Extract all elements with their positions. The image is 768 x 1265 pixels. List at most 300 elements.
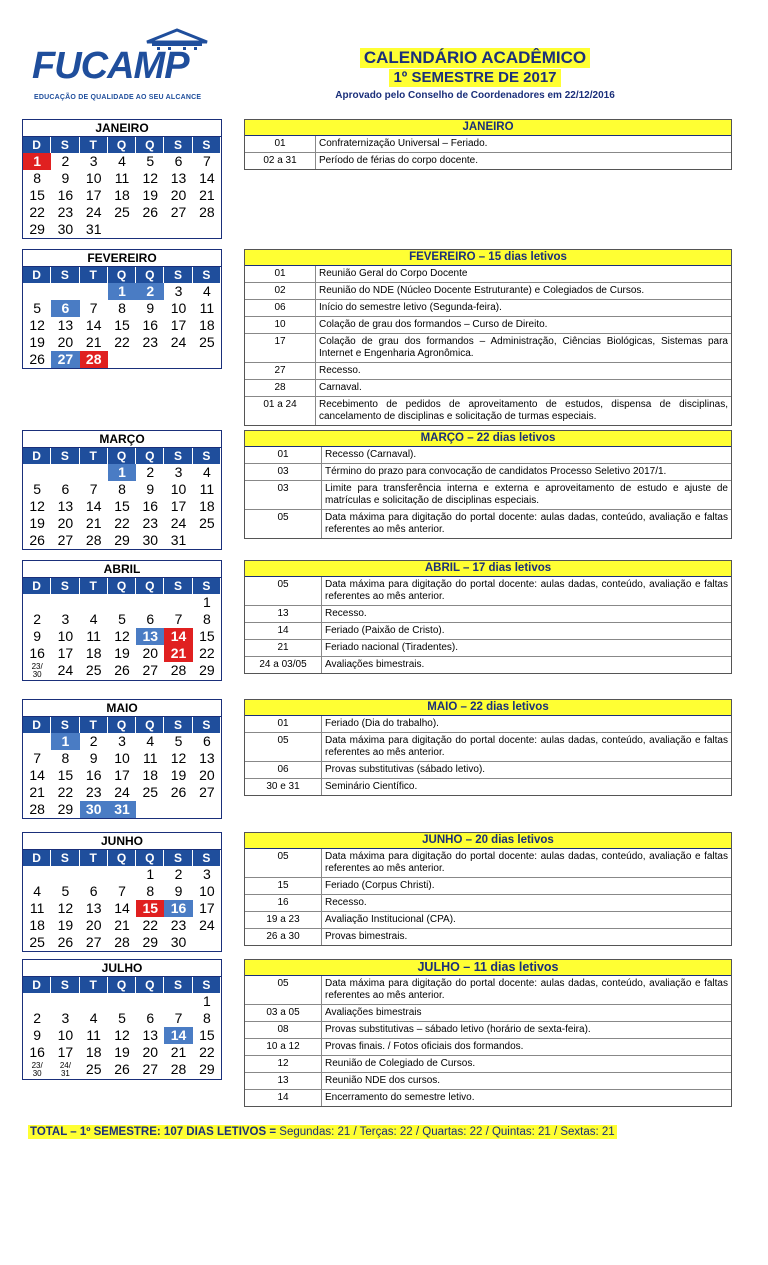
calendar-grid: [23, 267, 221, 368]
calendar-day: 28: [170, 1061, 187, 1077]
calendar-day: 12: [57, 900, 74, 916]
calendar-day: 27: [51, 351, 79, 368]
calendar-day: 14: [85, 317, 102, 333]
event-description: Data máxima para digitação do portal docente: aulas dadas, conteúdo, avaliação e faltas referentes ao mês anterior.: [325, 978, 728, 1001]
calendar-day: 9: [61, 170, 70, 186]
event-description: Feriado (Paixão de Cristo).: [325, 625, 445, 636]
calendar-day: 26: [29, 351, 45, 367]
calendar-day: 3: [61, 611, 70, 627]
event-date: 01: [245, 136, 316, 152]
calendar-grid: [23, 578, 221, 680]
calendar-day: 15: [114, 498, 130, 514]
calendar-day: 8: [202, 611, 211, 627]
event-row: [245, 640, 731, 657]
weekday-header: S: [164, 137, 192, 153]
weekday-header: S: [51, 578, 79, 594]
calendar-day: 28: [80, 351, 108, 368]
calendar-day: 5: [118, 611, 126, 627]
event-table: [244, 560, 732, 674]
event-date: 27: [245, 363, 316, 379]
calendar-empty-cell: [51, 283, 79, 300]
calendar-day: 24: [170, 515, 187, 531]
calendar-day: 29: [29, 221, 45, 237]
calendar-day: 21: [29, 784, 45, 800]
calendar-day: 29: [57, 801, 74, 817]
calendar-day: 24: [57, 662, 74, 678]
event-date: 01: [245, 266, 316, 282]
calendar-day: 4: [33, 883, 42, 899]
calendar-day: 1: [108, 464, 136, 481]
weekday-header: S: [51, 717, 79, 733]
calendar-day: 12: [170, 750, 187, 766]
page-subtitle: 1º SEMESTRE DE 2017: [389, 69, 560, 87]
calendar-day: 28: [85, 532, 102, 548]
calendar-month: [22, 119, 222, 239]
weekday-header: D: [23, 850, 51, 866]
calendar-month: [22, 832, 222, 952]
event-row: [245, 334, 731, 363]
weekday-header: Q: [136, 850, 164, 866]
calendar-day: 5: [118, 1010, 126, 1026]
event-row: [245, 762, 731, 779]
calendar-day: 9: [146, 481, 155, 497]
calendar-month-name: ABRIL: [23, 561, 221, 578]
event-date: 05: [245, 976, 322, 1004]
event-row: [245, 363, 731, 380]
event-description: Carnaval.: [319, 382, 362, 393]
calendar-day: 12: [29, 317, 45, 333]
calendar-day: 11: [29, 900, 45, 916]
weekday-header: S: [164, 267, 192, 283]
calendar-day: 13: [136, 628, 164, 645]
calendar-day: 13: [142, 1027, 159, 1043]
calendar-day: 2: [136, 283, 164, 300]
event-description: Reunião de Colegiado de Cursos.: [325, 1058, 476, 1069]
calendar-month-name: FEVEREIRO: [23, 250, 221, 267]
calendar-day: 18: [199, 317, 215, 333]
calendar-day: 25: [29, 934, 45, 950]
calendar-day: 3: [89, 153, 98, 169]
event-table-title: ABRIL – 17 dias letivos: [245, 561, 731, 577]
calendar-day: 25: [199, 515, 215, 531]
event-row: [245, 716, 731, 733]
event-table-title: FEVEREIRO – 15 dias letivos: [245, 250, 731, 266]
calendar-day: 25: [85, 1061, 102, 1077]
event-date: 10: [245, 317, 316, 333]
calendar-day: 29: [199, 1061, 215, 1077]
calendar-day: 5: [61, 883, 70, 899]
event-row: [245, 300, 731, 317]
event-row: [245, 878, 731, 895]
calendar-day: 19: [29, 515, 45, 531]
event-date: 03: [245, 464, 322, 480]
event-table: [244, 119, 732, 170]
calendar-day: 4: [146, 733, 155, 749]
calendar-day: 11: [114, 170, 130, 186]
weekday-header: T: [80, 267, 108, 283]
weekday-header: S: [164, 448, 192, 464]
calendar-empty-cell: [164, 993, 192, 1010]
calendar-day: 14: [29, 767, 45, 783]
calendar-day: 3: [174, 283, 183, 299]
event-description: Provas substitutivas (sábado letivo).: [325, 764, 486, 775]
calendar-day: 11: [199, 481, 215, 497]
event-table-title: JULHO – 11 dias letivos: [245, 960, 731, 976]
calendar-empty-cell: [51, 993, 79, 1010]
calendar-day: 27: [199, 784, 215, 800]
calendar-day: 22: [114, 515, 130, 531]
calendar-day: 24/ 31: [59, 1061, 71, 1078]
header: [300, 48, 650, 102]
calendar-day: 25: [199, 334, 215, 350]
calendar-empty-cell: [80, 993, 108, 1010]
weekday-header: S: [193, 267, 221, 283]
calendar-day: 22: [57, 784, 74, 800]
calendar-day: 18: [199, 498, 215, 514]
event-row: [245, 849, 731, 878]
event-row: [245, 657, 731, 673]
calendar-day: 28: [170, 662, 187, 678]
event-row: [245, 464, 731, 481]
calendar-day: 21: [199, 187, 215, 203]
calendar-day: 7: [89, 481, 98, 497]
event-date: 14: [245, 623, 322, 639]
calendar-day: 28: [199, 204, 215, 220]
event-description: Confraternização Universal – Feriado.: [319, 138, 488, 149]
calendar-day: 19: [57, 917, 74, 933]
calendar-day: 23: [170, 917, 187, 933]
total-detail: Segundas: 21 / Terças: 22 / Quartas: 22 / Quintas: 21 / Sextas: 21: [276, 1126, 615, 1138]
calendar-day: 3: [61, 1010, 70, 1026]
calendar-day: 20: [199, 767, 215, 783]
event-date: 13: [245, 1073, 322, 1089]
calendar-day: 5: [33, 481, 42, 497]
calendar-day: 7: [89, 300, 98, 316]
calendar-day: 6: [174, 153, 183, 169]
calendar-day: 22: [199, 645, 215, 661]
calendar-day: 2: [146, 464, 155, 480]
calendar-day: 15: [114, 317, 130, 333]
calendar-day: 2: [33, 1010, 42, 1026]
calendar-day: 2: [61, 153, 70, 169]
calendar-day: 26: [29, 532, 45, 548]
event-date: 01: [245, 447, 322, 463]
calendar-day: 16: [85, 767, 102, 783]
event-date: 03: [245, 481, 322, 509]
calendar-day: 25: [85, 662, 102, 678]
calendar-day: 10: [170, 481, 187, 497]
event-row: [245, 153, 731, 169]
event-date: 08: [245, 1022, 322, 1038]
event-row: [245, 397, 731, 425]
calendar-day: 24: [199, 917, 215, 933]
weekday-header: D: [23, 137, 51, 153]
event-date: 19 a 23: [245, 912, 322, 928]
calendar-day: 31: [170, 532, 187, 548]
weekday-header: Q: [108, 578, 136, 594]
calendar-month-name: JANEIRO: [23, 120, 221, 137]
calendar-day: 21: [85, 515, 102, 531]
event-description: Feriado (Dia do trabalho).: [325, 718, 439, 729]
event-row: [245, 266, 731, 283]
calendar-day: 5: [146, 153, 155, 169]
calendar-day: 29: [199, 662, 215, 678]
calendar-day: 2: [33, 611, 42, 627]
weekday-header: Q: [136, 578, 164, 594]
calendar-day: 19: [114, 645, 130, 661]
event-table: [244, 832, 732, 946]
calendar-day: 11: [86, 1027, 101, 1043]
calendar-day: 17: [170, 498, 187, 514]
event-description: Seminário Científico.: [325, 781, 418, 792]
event-description: Recesso.: [325, 608, 367, 619]
calendar-empty-cell: [80, 464, 108, 481]
calendar-day: 25: [114, 204, 130, 220]
calendar-day: 9: [33, 1027, 42, 1043]
event-description: Colação de grau dos formandos – Administração, Ciências Biológicas, Sistemas para Internet e Engenharia Agronômica.: [319, 336, 728, 359]
calendar-day: 15: [199, 1027, 215, 1043]
event-date: 26 a 30: [245, 929, 322, 945]
calendar-day: 18: [114, 187, 130, 203]
weekday-header: S: [51, 137, 79, 153]
event-description: Avaliação Institucional (CPA).: [325, 914, 456, 925]
weekday-header: Q: [108, 977, 136, 993]
calendar-day: 12: [142, 170, 159, 186]
calendar-day: 26: [142, 204, 159, 220]
event-row: [245, 577, 731, 606]
event-table-title: MARÇO – 22 dias letivos: [245, 431, 731, 447]
calendar-empty-cell: [23, 283, 51, 300]
event-date: 01 a 24: [245, 397, 316, 425]
calendar-grid: [23, 977, 221, 1079]
event-row: [245, 136, 731, 153]
calendar-day: 4: [202, 283, 211, 299]
event-description: Provas finais. / Fotos oficiais dos formandos.: [325, 1041, 524, 1052]
event-date: 06: [245, 762, 322, 778]
calendar-day: 14: [164, 1027, 192, 1044]
weekday-header: D: [23, 578, 51, 594]
event-row: [245, 1005, 731, 1022]
event-row: [245, 1090, 731, 1106]
event-table: [244, 430, 732, 539]
event-description: Encerramento do semestre letivo.: [325, 1092, 475, 1103]
calendar-day: 27: [142, 1061, 159, 1077]
event-date: 01: [245, 716, 322, 732]
calendar-day: 10: [199, 883, 215, 899]
weekday-header: D: [23, 977, 51, 993]
calendar-day: 8: [118, 481, 126, 497]
calendar-day: 4: [89, 611, 98, 627]
calendar-day: 6: [146, 611, 155, 627]
event-date: 05: [245, 510, 322, 538]
calendar-grid: [23, 850, 221, 951]
event-description: Recesso.: [319, 365, 361, 376]
event-row: [245, 481, 731, 510]
event-date: 30 e 31: [245, 779, 322, 795]
event-row: [245, 912, 731, 929]
weekday-header: Q: [136, 977, 164, 993]
event-row: [245, 317, 731, 334]
event-date: 28: [245, 380, 316, 396]
calendar-day: 1: [202, 594, 211, 610]
event-description: Feriado nacional (Tiradentes).: [325, 642, 459, 653]
event-date: 12: [245, 1056, 322, 1072]
calendar-day: 21: [170, 1044, 187, 1060]
calendar-day: 17: [114, 767, 130, 783]
event-row: [245, 283, 731, 300]
calendar-day: 14: [85, 498, 102, 514]
event-description: Data máxima para digitação do portal docente: aulas dadas, conteúdo, avaliação e faltas referentes ao mês anterior.: [325, 512, 728, 535]
calendar-empty-cell: [51, 594, 79, 611]
calendar-day: 8: [146, 883, 155, 899]
event-description: Provas substitutivas – sábado letivo (horário de sexta-feira).: [325, 1024, 591, 1035]
calendar-day: 26: [114, 662, 130, 678]
calendar-day: 12: [114, 628, 130, 644]
calendar-empty-cell: [164, 594, 192, 611]
calendar-day: 4: [118, 153, 126, 169]
event-date: 02 a 31: [245, 153, 316, 169]
calendar-day: 13: [170, 170, 187, 186]
calendar-empty-cell: [23, 866, 51, 883]
calendar-month-name: MAIO: [23, 700, 221, 717]
calendar-day: 27: [85, 934, 102, 950]
calendar-day: 30: [170, 934, 187, 950]
calendar-day: 5: [174, 733, 183, 749]
logo-tagline: EDUCAÇÃO DE QUALIDADE AO SEU ALCANCE: [34, 94, 202, 101]
calendar-day: 15: [136, 900, 164, 917]
event-table-title: JANEIRO: [245, 120, 731, 136]
event-row: [245, 976, 731, 1005]
calendar-empty-cell: [80, 594, 108, 611]
calendar-day: 18: [142, 767, 159, 783]
weekday-header: D: [23, 448, 51, 464]
calendar-day: 20: [85, 917, 102, 933]
weekday-header: S: [193, 717, 221, 733]
weekday-header: S: [164, 850, 192, 866]
weekday-header: S: [164, 977, 192, 993]
calendar-day: 16: [29, 645, 45, 661]
weekday-header: Q: [108, 717, 136, 733]
calendar-empty-cell: [108, 594, 136, 611]
calendar-day: 15: [29, 187, 45, 203]
fucamp-logo: [30, 28, 220, 108]
calendar-day: 19: [170, 767, 187, 783]
calendar-empty-cell: [108, 866, 136, 883]
calendar-day: 19: [114, 1044, 130, 1060]
weekday-header: S: [51, 267, 79, 283]
calendar-empty-cell: [136, 594, 164, 611]
event-table: [244, 699, 732, 796]
event-date: 14: [245, 1090, 322, 1106]
calendar-empty-cell: [51, 866, 79, 883]
event-description: Término do prazo para convocação de candidatos Processo Seletivo 2017/1.: [325, 466, 667, 477]
calendar-day: 13: [85, 900, 102, 916]
weekday-header: D: [23, 267, 51, 283]
calendar-day: 17: [199, 900, 215, 916]
calendar-day: 7: [174, 611, 183, 627]
event-description: Feriado (Corpus Christi).: [325, 880, 435, 891]
weekday-header: S: [193, 578, 221, 594]
calendar-day: 26: [57, 934, 74, 950]
calendar-day: 3: [118, 733, 126, 749]
event-description: Período de férias do corpo docente.: [319, 155, 478, 166]
event-date: 10 a 12: [245, 1039, 322, 1055]
page-title: CALENDÁRIO ACADÊMICO: [360, 48, 590, 68]
weekday-header: S: [193, 448, 221, 464]
calendar-empty-cell: [23, 733, 51, 750]
logo-name: FUCAMP: [32, 45, 189, 87]
calendar-day: 5: [33, 300, 42, 316]
calendar-month-name: JULHO: [23, 960, 221, 977]
calendar-day: 1: [23, 153, 51, 170]
calendar-day: 16: [142, 317, 159, 333]
event-description: Início do semestre letivo (Segunda-feira).: [319, 302, 502, 313]
calendar-day: 8: [202, 1010, 211, 1026]
semester-total: [28, 1125, 617, 1139]
calendar-day: 27: [170, 204, 187, 220]
calendar-day: 27: [142, 662, 159, 678]
event-date: 05: [245, 849, 322, 877]
event-description: Limite para transferência interna e externa e aproveitamento de estudo e ajuste de matrículas e solicitação de disciplinas especiais.: [325, 483, 728, 506]
calendar-day: 12: [29, 498, 45, 514]
weekday-header: S: [193, 977, 221, 993]
event-date: 17: [245, 334, 316, 362]
calendar-day: 4: [202, 464, 211, 480]
calendar-day: 23: [142, 334, 159, 350]
weekday-header: T: [80, 717, 108, 733]
calendar-day: 24: [114, 784, 130, 800]
event-description: Recesso (Carnaval).: [325, 449, 417, 460]
event-description: Reunião NDE dos cursos.: [325, 1075, 441, 1086]
event-description: Data máxima para digitação do portal docente: aulas dadas, conteúdo, avaliação e faltas referentes ao mês anterior.: [325, 735, 728, 758]
calendar-day: 3: [174, 464, 183, 480]
weekday-header: T: [80, 977, 108, 993]
calendar-day: 28: [114, 934, 130, 950]
calendar-day: 13: [57, 498, 74, 514]
weekday-header: T: [80, 850, 108, 866]
event-description: Recesso.: [325, 897, 367, 908]
total-label: TOTAL – 1º SEMESTRE: 107 DIAS LETIVOS =: [30, 1126, 277, 1138]
calendar-day: 23/ 30: [31, 1061, 43, 1078]
weekday-header: S: [164, 717, 192, 733]
calendar-day: 10: [114, 750, 130, 766]
calendar-day: 11: [199, 300, 215, 316]
calendar-month: [22, 430, 222, 550]
event-table-title: JUNHO – 20 dias letivos: [245, 833, 731, 849]
calendar-day: 22: [29, 204, 45, 220]
event-date: 24 a 03/05: [245, 657, 322, 673]
calendar-day: 24: [85, 204, 102, 220]
event-date: 15: [245, 878, 322, 894]
calendar-day: 12: [114, 1027, 130, 1043]
calendar-day: 30: [57, 221, 74, 237]
calendar-day: 13: [199, 750, 215, 766]
calendar-grid: [23, 137, 221, 238]
calendar-day: 7: [174, 1010, 183, 1026]
event-row: [245, 1022, 731, 1039]
approval-note: Aprovado pelo Conselho de Coordenadores em 22/12/2016: [335, 90, 615, 101]
weekday-header: Q: [136, 267, 164, 283]
weekday-header: Q: [136, 717, 164, 733]
calendar-day: 19: [29, 334, 45, 350]
calendar-day: 10: [57, 1027, 74, 1043]
event-table: [244, 249, 732, 426]
calendar-day: 1: [108, 283, 136, 300]
calendar-month: [22, 560, 222, 681]
calendar-day: 6: [89, 883, 98, 899]
event-row: [245, 1039, 731, 1056]
event-row: [245, 1073, 731, 1090]
